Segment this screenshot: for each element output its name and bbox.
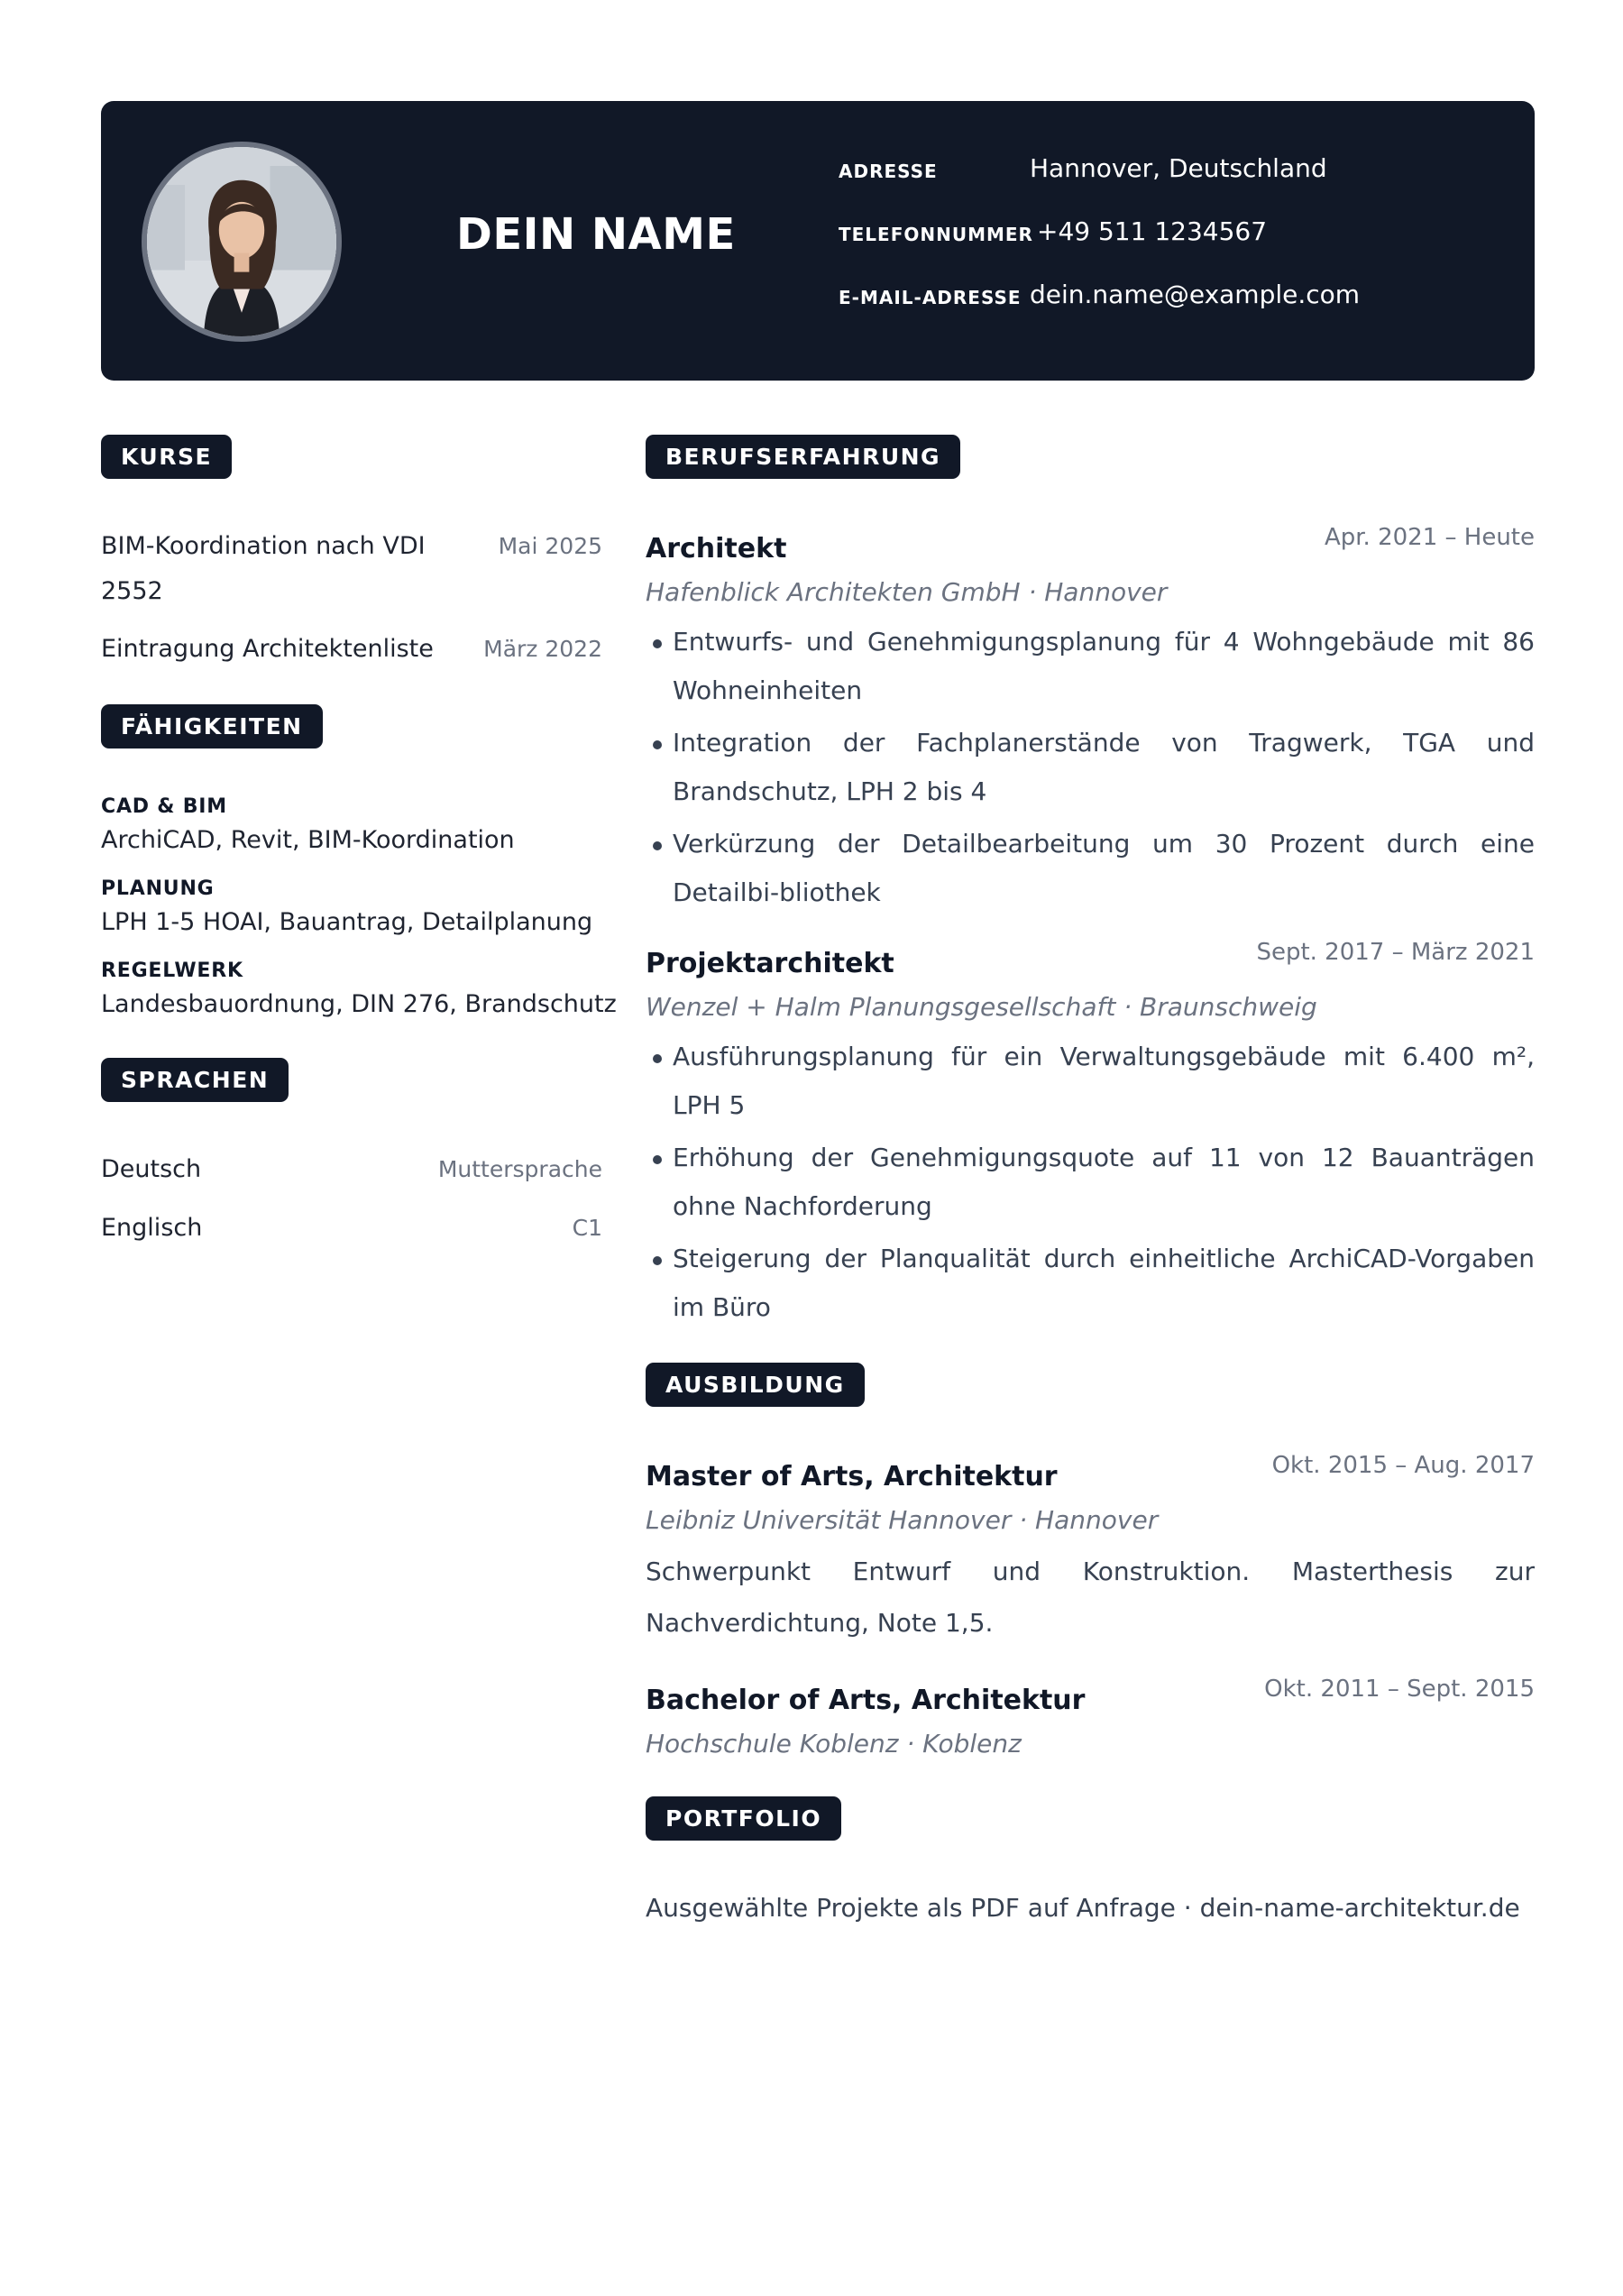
job-title: Projektarchitekt bbox=[646, 948, 894, 979]
course-item bbox=[101, 627, 602, 672]
skill-group bbox=[101, 794, 602, 860]
job-bullet: Steigerung der Planqualität durch einheitliche ArchiCAD-Vorgaben im Büro bbox=[646, 1235, 1535, 1332]
full-name: DEIN NAME bbox=[456, 209, 736, 260]
job-bullets bbox=[646, 1033, 1535, 1332]
job-bullet: Erhöhung der Genehmigungsquote auf 11 von 12 Bauanträgen ohne Nachforderung bbox=[646, 1134, 1535, 1231]
skill-value: LPH 1-5 HOAI, Bauantrag, Detailplanung bbox=[101, 908, 593, 936]
section-heading-skills: FÄHIGKEITEN bbox=[101, 704, 323, 748]
job-bullet: Verkürzung der Detailbearbeitung um 30 Prozent durch eine Detailbi-bliothek bbox=[646, 820, 1535, 917]
degree-title: Master of Arts, Architektur bbox=[646, 1461, 1058, 1492]
skill-label: PLANUNG bbox=[101, 877, 215, 900]
contact-label: TELEFONNUMMER bbox=[839, 224, 1033, 245]
entry-header bbox=[646, 1676, 1535, 1721]
degree-description: Schwerpunkt Entwurf und Konstruktion. Masterthesis zur Nachverdichtung, Note 1,5. bbox=[646, 1557, 1535, 1638]
profile-photo bbox=[142, 142, 342, 342]
course-date: März 2022 bbox=[483, 636, 602, 662]
skill-value: Landesbauordnung, DIN 276, Brandschutz bbox=[101, 990, 617, 1018]
language-item bbox=[101, 1147, 602, 1206]
resume-header bbox=[101, 101, 1535, 381]
job-company: Hafenblick Architekten GmbH · Hannover bbox=[646, 577, 1168, 607]
skill-label: REGELWERK bbox=[101, 960, 243, 982]
degree-school: Hochschule Koblenz · Koblenz bbox=[646, 1729, 1022, 1759]
right-column bbox=[646, 435, 1535, 1926]
course-item bbox=[101, 524, 602, 614]
education-entry bbox=[646, 1452, 1535, 1649]
degree-title: Bachelor of Arts, Architektur bbox=[646, 1685, 1086, 1716]
language-name: Englisch bbox=[101, 1214, 203, 1242]
degree-school: Leibniz Universität Hannover · Hannover bbox=[646, 1505, 1159, 1535]
skill-value: ArchiCAD, Revit, BIM-Koordination bbox=[101, 826, 515, 854]
skill-group bbox=[101, 876, 602, 942]
job-bullet: Ausführungsplanung für ein Verwaltungsgebäude mit 6.400 m², LPH 5 bbox=[646, 1033, 1535, 1130]
job-company: Wenzel + Halm Planungsgesellschaft · Braunschweig bbox=[646, 992, 1317, 1022]
entry-header bbox=[646, 1452, 1535, 1497]
contact-label: ADRESSE bbox=[839, 161, 938, 182]
profile-photo-image bbox=[147, 147, 336, 336]
degree-date: Okt. 2011 – Sept. 2015 bbox=[1264, 1676, 1535, 1703]
section-heading-languages: SPRACHEN bbox=[101, 1058, 289, 1102]
course-title: Eintragung Architektenliste bbox=[101, 635, 434, 663]
language-level: C1 bbox=[572, 1215, 602, 1241]
contact-label: E-MAIL-ADRESSE bbox=[839, 287, 1022, 308]
job-title: Architekt bbox=[646, 533, 787, 565]
skill-group bbox=[101, 958, 617, 1024]
entry-header bbox=[646, 524, 1535, 569]
skill-label: CAD & BIM bbox=[101, 795, 227, 818]
entry-header bbox=[646, 939, 1535, 984]
course-date: Mai 2025 bbox=[498, 533, 602, 559]
job-date: Sept. 2017 – März 2021 bbox=[1256, 939, 1535, 966]
language-name: Deutsch bbox=[101, 1155, 202, 1183]
left-column bbox=[101, 435, 617, 1264]
contact-value: Hannover, Deutschland bbox=[1030, 153, 1327, 183]
contact-value: +49 511 1234567 bbox=[1037, 216, 1268, 246]
section-heading-portfolio: PORTFOLIO bbox=[646, 1796, 841, 1841]
language-item bbox=[101, 1206, 602, 1264]
degree-date: Okt. 2015 – Aug. 2017 bbox=[1271, 1452, 1535, 1479]
section-heading-experience: BERUFSERFAHRUNG bbox=[646, 435, 960, 479]
contact-value: dein.name@example.com bbox=[1030, 280, 1361, 309]
job-bullet: Entwurfs- und Genehmigungsplanung für 4 Wohngebäude mit 86 Wohneinheiten bbox=[646, 618, 1535, 715]
education-entry bbox=[646, 1676, 1535, 1762]
experience-entry bbox=[646, 524, 1535, 917]
experience-entry bbox=[646, 939, 1535, 1332]
resume-page bbox=[101, 101, 1535, 1923]
job-bullets bbox=[646, 618, 1535, 917]
language-level: Muttersprache bbox=[437, 1156, 602, 1182]
course-title: BIM-Koordination nach VDI 2552 bbox=[101, 532, 426, 605]
section-heading-courses: KURSE bbox=[101, 435, 232, 479]
job-date: Apr. 2021 – Heute bbox=[1324, 524, 1535, 551]
job-bullet: Integration der Fachplanerstände von Tragwerk, TGA und Brandschutz, LPH 2 bis 4 bbox=[646, 719, 1535, 816]
section-heading-education: AUSBILDUNG bbox=[646, 1363, 865, 1407]
portfolio-text: Ausgewählte Projekte als PDF auf Anfrage · dein-name-architektur.de bbox=[646, 1893, 1520, 1923]
